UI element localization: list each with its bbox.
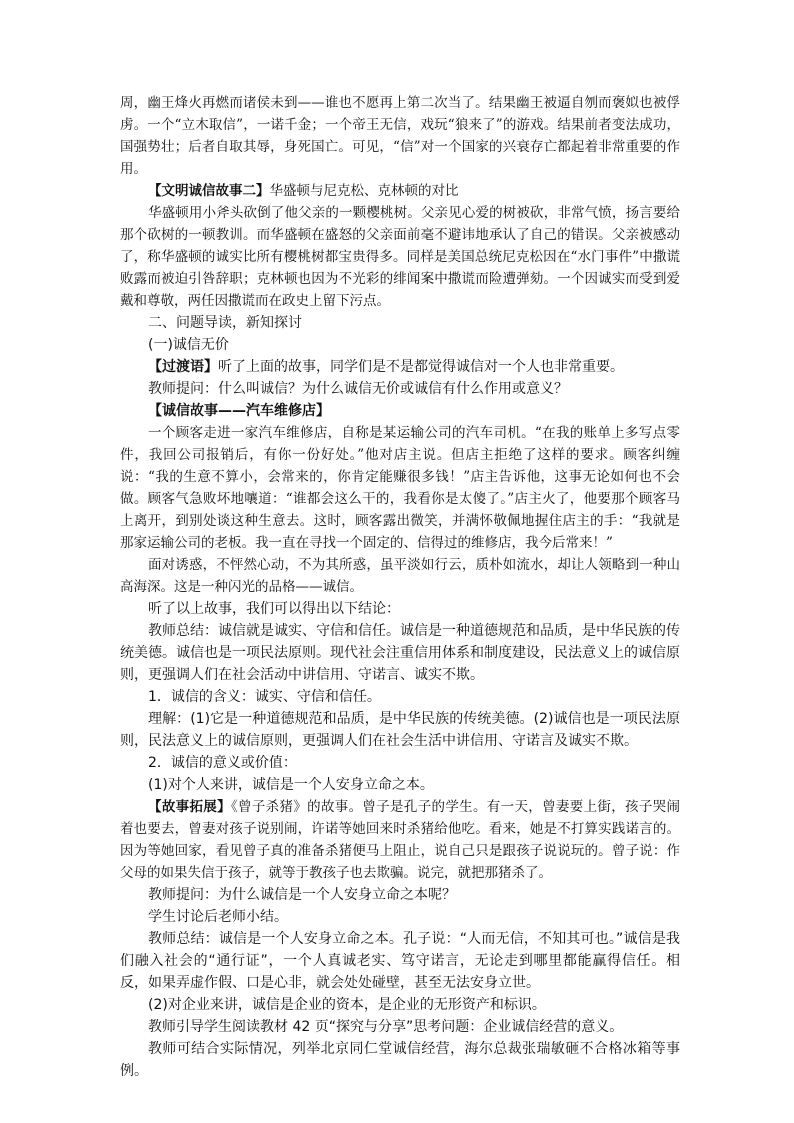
paragraph-text: 理解：(1)它是一种道德规范和品质，是中华民族的传统美德。(2)诚信也是一项民法原则，民法意义上的诚信原则，更强调人们在社会生活中讲信用、守诺言及诚实不欺。 — [120, 711, 680, 749]
paragraph-text: 华盛顿与尼克松、克林顿的对比 — [269, 183, 459, 199]
paragraph — [120, 752, 680, 774]
document-body — [120, 92, 680, 1082]
paragraph-lead: 【过渡语】 — [148, 359, 218, 375]
paragraph — [120, 312, 680, 334]
paragraph-text: 一个顾客走进一家汽车维修店，自称是某运输公司的汽车司机。“在我的账单上多写点零件，我回公司报销后，有你一份好处。”他对店主说。但店主拒绝了这样的要求。顾客纠缠说：“我的生意不算小，会常来的，你肯定能赚很多钱！”店主告诉他，这事无论如何也不会做。顾客气急败坏地嚷道：“谁都会这么干的，我看你是太傻了。”店主火了，他要那个顾客马上离开，到别处谈这种生意去。这时，顾客露出微笑，并满怀敬佩地握住店主的手：“我就是那家运输公司的老板。我一直在寻找一个固定的、信得过的维修店，我今后常来！” — [120, 425, 680, 551]
paragraph-text: 面对诱惑，不怦然心动，不为其所惑，虽平淡如行云，质朴如流水，却让人领略到一种山高海深。这是一种闪光的品格——诚信。 — [120, 557, 680, 595]
paragraph-text: 教师提问：为什么诚信是一个人安身立命之本呢？ — [148, 887, 456, 903]
paragraph — [120, 598, 680, 620]
paragraph — [120, 422, 680, 554]
paragraph-text: 二、问题导读，新知探讨 — [148, 315, 302, 331]
paragraph-text: 1．诚信的含义：诚实、守信和信任。 — [148, 689, 381, 705]
paragraph — [120, 620, 680, 686]
paragraph-text: 周，幽王烽火再燃而诸侯未到——谁也不愿再上第二次当了。结果幽王被逼自刎而褒姒也被俘虏。一个“立木取信”，一诺千金；一个帝王无信，戏玩“狼来了”的游戏。结果前者变法成功，国强势壮；后者自取其辱，身死国亡。可见，“信”对一个国家的兴衰存亡都起着非常重要的作用。 — [120, 95, 680, 177]
paragraph — [120, 554, 680, 598]
paragraph — [120, 356, 680, 378]
paragraph-text: 教师总结：诚信就是诚实、守信和信任。诚信是一种道德规范和品质，是中华民族的传统美德。诚信也是一项民法原则。现代社会注重信用体系和制度建设，民法意义上的诚信原则，更强调人们在社会活动中讲信用、守诺言、诚实不欺。 — [120, 623, 680, 683]
paragraph-text: 教师提问：什么叫诚信？为什么诚信无价或诚信有什么作用或意义？ — [148, 381, 568, 397]
paragraph — [120, 92, 680, 180]
paragraph — [120, 796, 680, 884]
paragraph-text: 听了上面的故事，同学们是不是都觉得诚信对一个人也非常重要。 — [218, 359, 624, 375]
paragraph-text: 教师总结：诚信是一个人安身立命之本。孔子说：“人而无信，不知其可也。”诚信是我们融入社会的“通行证”，一个人真诚老实、笃守诺言，无论走到哪里都能赢得信任。相反，如果弄虚作假、口是心非，就会处处碰壁，甚至无法安身立世。 — [120, 931, 680, 991]
paragraph — [120, 180, 680, 202]
paragraph-text: 教师引导学生阅读教材 42 页“探究与分享”思考问题：企业诚信经营的意义。 — [148, 1019, 624, 1035]
paragraph-text: 学生讨论后老师小结。 — [148, 909, 288, 925]
paragraph-text: (1)对个人来讲，诚信是一个人安身立命之本。 — [148, 777, 434, 793]
paragraph — [120, 686, 680, 708]
paragraph — [120, 1038, 680, 1082]
paragraph — [120, 906, 680, 928]
paragraph — [120, 334, 680, 356]
paragraph — [120, 884, 680, 906]
paragraph — [120, 202, 680, 312]
paragraph — [120, 708, 680, 752]
paragraph — [120, 378, 680, 400]
paragraph — [120, 400, 680, 422]
paragraph-text: 听了以上故事，我们可以得出以下结论： — [148, 601, 400, 617]
paragraph-lead: 【文明诚信故事二】 — [148, 183, 270, 199]
paragraph — [120, 774, 680, 796]
paragraph-lead: 【诚信故事——汽车维修店】 — [148, 403, 330, 419]
paragraph — [120, 928, 680, 994]
paragraph — [120, 994, 680, 1016]
paragraph — [120, 1016, 680, 1038]
paragraph-text: 华盛顿用小斧头砍倒了他父亲的一颗樱桃树。父亲见心爱的树被砍，非常气愤，扬言要给那个砍树的一顿教训。而华盛顿在盛怒的父亲面前毫不避讳地承认了自己的错误。父亲被感动了，称华盛顿的诚实比所有樱桃树都宝贵得多。同样是美国总统尼克松因在“水门事件”中撒谎败露而被迫引咎辞职；克林顿也因为不光彩的绯闻案中撒谎而险遭弹劾。一个因诚实而受到爱戴和尊敬，两任因撒谎而在政史上留下污点。 — [120, 205, 680, 309]
paragraph-text: 2．诚信的意义或价值： — [148, 755, 297, 771]
paragraph-text: (一)诚信无价 — [148, 337, 229, 353]
paragraph-text: 《曾子杀猪》的故事。曾子是孔子的学生。有一天，曾妻要上街，孩子哭闹着也要去，曾妻对孩子说别闹，许诺等她回来时杀猪给他吃。看来，她是不打算实践诺言的。因为等她回家，看见曾子真的准备杀猪便马上阻止，说自己只是跟孩子说说玩的。曾子说：作父母的如果失信于孩子，就等于教孩子也去欺骗。说完，就把那猪杀了。 — [120, 799, 681, 881]
paragraph-text: (2)对企业来讲，诚信是企业的资本，是企业的无形资产和标识。 — [148, 997, 546, 1013]
paragraph-lead: 【故事拓展】 — [148, 799, 231, 815]
paragraph-text: 教师可结合实际情况，列举北京同仁堂诚信经营，海尔总裁张瑞敏砸不合格冰箱等事例。 — [120, 1041, 680, 1079]
